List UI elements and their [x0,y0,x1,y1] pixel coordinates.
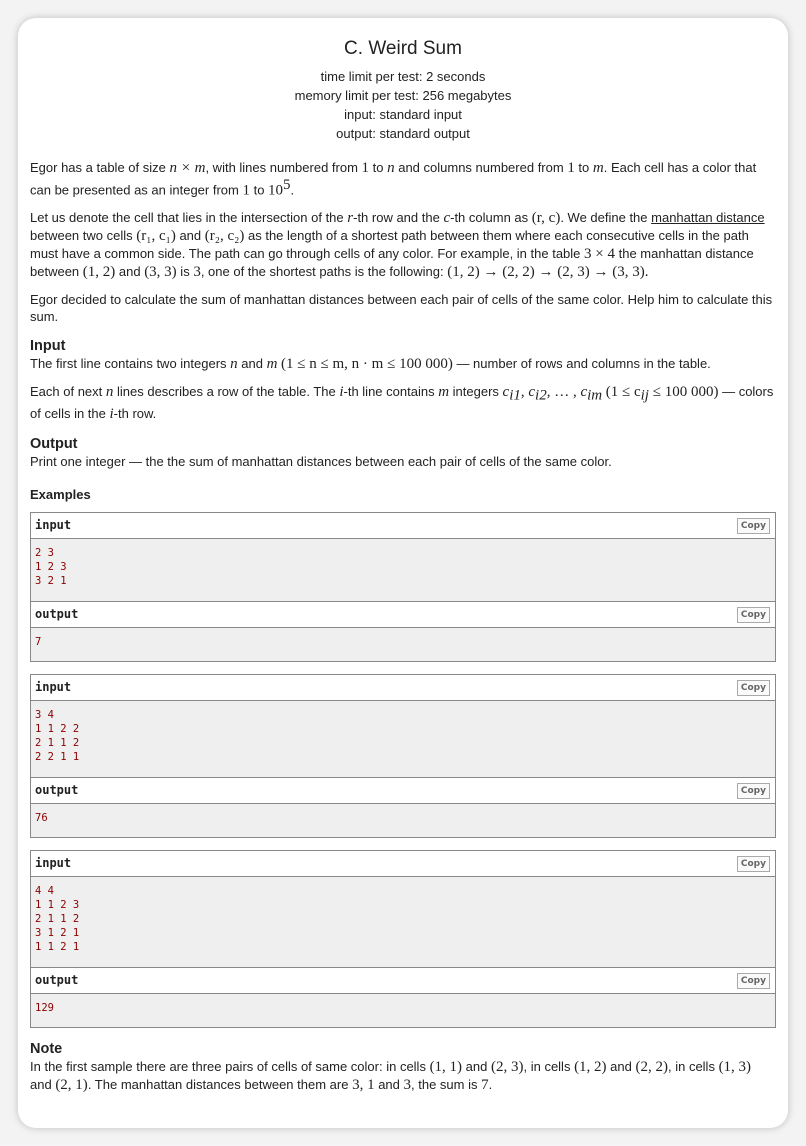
input-section-title: Input [30,338,66,355]
output-spec: output: standard output [336,126,470,141]
copy-input-button[interactable]: Copy [737,680,770,696]
example-test-1 [30,512,776,662]
problem-header [18,18,788,143]
copy-input-button[interactable]: Copy [737,856,770,872]
statement-paragraph-1: Egor has a table of size n × m, with lines numbered from 1 to n and columns numbered from 1 to m. Each cell has a color that can be presented as an integer from 1 to $10^5$. [30,160,757,199]
problem-card [18,18,788,1128]
problem-title: C. Weird Sum [344,38,462,59]
example-input-header: input Copy [31,851,775,877]
statement-paragraph-3: Egor decided to calculate the sum of manhattan distances between each pair of cells of the same color. Help him to calculate this sum. [30,292,773,325]
example-input-header: input Copy [31,513,775,539]
example-test-3 [30,850,776,1028]
statement-paragraph-2: Let us denote the cell that lies in the intersection of the r-th row and the c-th column as (r, c). We define the manhattan distance between two cells (r₁, c₁) and (r₂, c₂) as the length of a shortest path between them where each consecutive cells in the path must have a common side. The path can go through cells of any color. For example, in the table 3 × 4 the manhattan distance between (1, 2) and (3, 3) is 3, one of the shortest paths is the following: (1, 2) → (2, 2) → (2, 3) → (3, 3). [30,210,765,281]
input-spec: input: standard input [344,107,462,122]
note-paragraph: In the first sample there are three pairs of cells of same color: in cells (1, 1) and (2, 3), in cells (1, 2) and (2, 2), in cells (1, 3) and (2, 1). The manhattan distances between them are 3, 1 and 3, the sum is 7. [30,1058,752,1093]
example-test-2 [30,674,776,838]
examples-title: Examples [30,486,91,502]
copy-input-button[interactable]: Copy [737,518,770,534]
example-output-header: output Copy [31,777,775,804]
example-output-content: 76 [31,804,775,837]
problem-statement [18,159,788,1094]
example-input-content: 2 3 1 2 3 3 2 1 [31,539,775,601]
example-output-content: 129 [31,994,775,1027]
output-paragraph: Print one integer — the the sum of manhattan distances between each pair of cells of the same color. [30,453,612,469]
copy-output-button[interactable]: Copy [737,973,770,989]
example-input-content: 3 4 1 1 2 2 2 1 1 2 2 2 1 1 [31,701,775,777]
memory-limit: memory limit per test: 256 megabytes [294,88,512,103]
input-paragraph-1: The first line contains two integers n and m (1 ≤ n ≤ m, n · m ≤ 100 000) — number of rows and columns in the table. [30,356,711,373]
input-paragraph-2: Each of next n lines describes a row of the table. The i-th line contains m integers $c_{i1}$, $c_{i2}$, … , $c_{im}$ ($1 \le c_{ij} \le 100$ 000) — colors of cells in the i-th row. [30,384,774,422]
output-section-title: Output [30,435,78,452]
example-input-content: 4 4 1 1 2 3 2 1 1 2 3 1 2 1 1 1 2 1 [31,877,775,967]
manhattan-distance-link[interactable]: manhattan distance [651,210,765,226]
example-input-header: input Copy [31,675,775,701]
note-section-title: Note [30,1040,63,1057]
example-output-header: output Copy [31,967,775,994]
example-output-header: output Copy [31,601,775,628]
example-output-content: 7 [31,628,775,661]
time-limit: time limit per test: 2 seconds [320,69,486,84]
copy-output-button[interactable]: Copy [737,783,770,799]
copy-output-button[interactable]: Copy [737,607,770,623]
